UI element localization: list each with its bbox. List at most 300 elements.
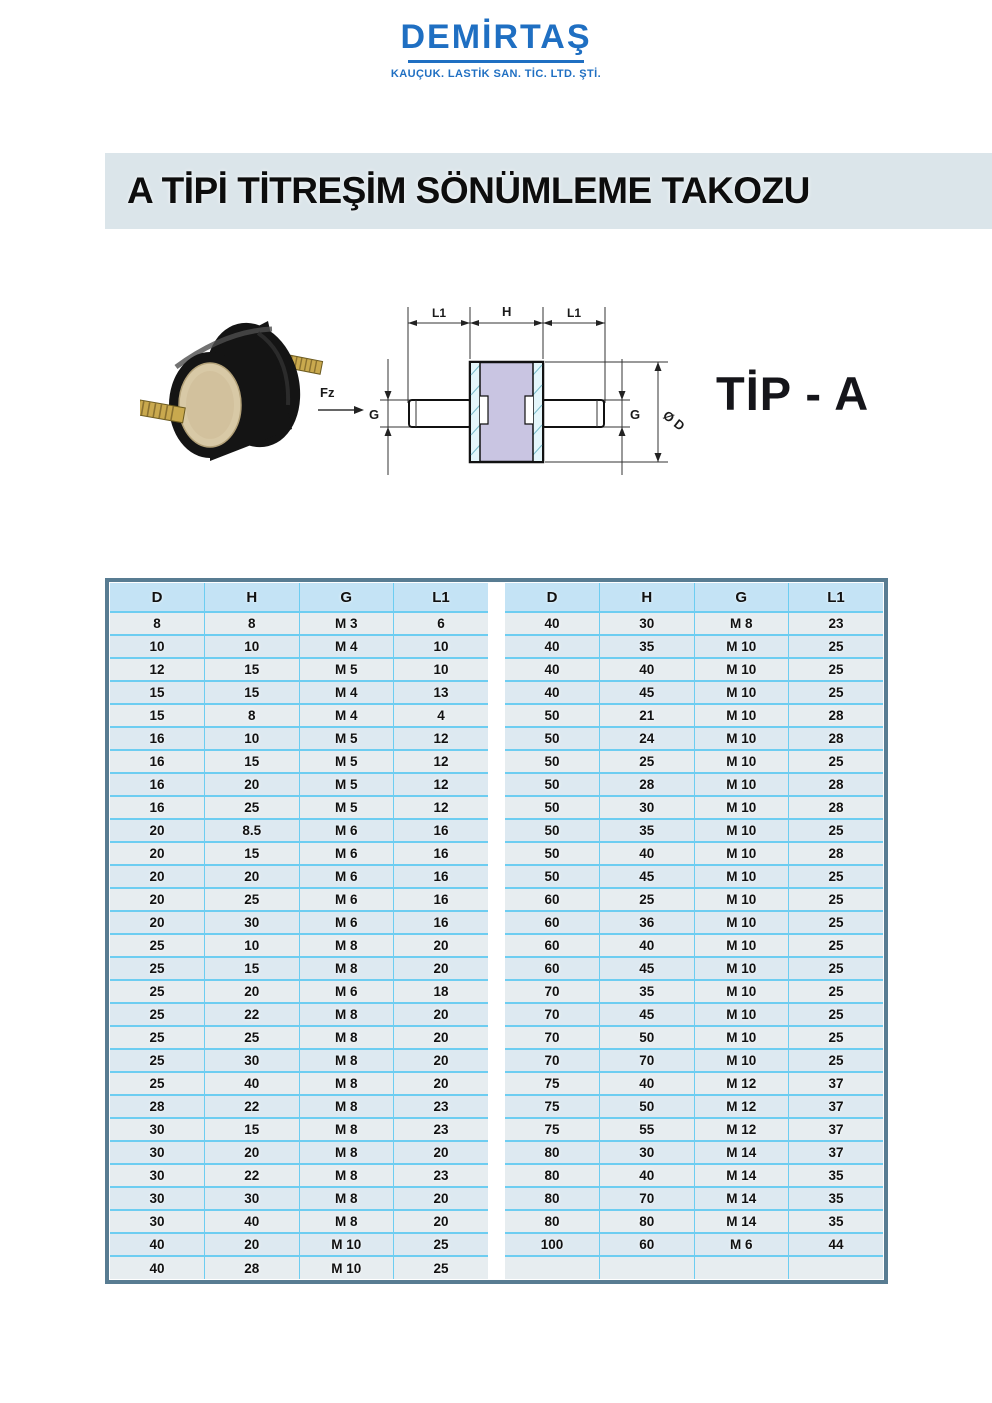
- table-cell: M 10: [694, 911, 789, 934]
- table-cell: 50: [505, 727, 600, 750]
- table-cell: 8.5: [205, 819, 300, 842]
- table-cell: 22: [205, 1095, 300, 1118]
- dim-label-g-right: G: [630, 407, 641, 422]
- table-cell: M 10: [694, 704, 789, 727]
- table-cell: M 10: [694, 819, 789, 842]
- table-row: [505, 727, 883, 750]
- table-row: [505, 658, 883, 681]
- table-row: [505, 1187, 883, 1210]
- table-cell: M 12: [694, 1072, 789, 1095]
- table-cell: 40: [205, 1072, 300, 1095]
- table-cell: 15: [110, 704, 205, 727]
- table-cell: 30: [110, 1141, 205, 1164]
- table-cell: 12: [394, 796, 489, 819]
- table-cell: 25: [789, 865, 884, 888]
- table-cell: M 8: [694, 612, 789, 635]
- dimension-table-left: [110, 583, 488, 1279]
- table-cell: M 5: [299, 750, 394, 773]
- table-cell: M 5: [299, 727, 394, 750]
- table-row: [505, 773, 883, 796]
- table-header: [110, 583, 488, 612]
- table-cell: 25: [789, 658, 884, 681]
- table-cell: 25: [205, 888, 300, 911]
- table-cell: 24: [600, 727, 695, 750]
- dim-label-diameter: Ø D: [660, 407, 688, 434]
- table-cell: M 4: [299, 681, 394, 704]
- table-row: [110, 612, 488, 635]
- table-cell: M 10: [694, 796, 789, 819]
- table-row: [110, 704, 488, 727]
- table-row: [505, 1095, 883, 1118]
- table-row: [110, 750, 488, 773]
- table-cell: M 10: [694, 888, 789, 911]
- table-cell: 12: [394, 773, 489, 796]
- table-cell: 40: [505, 612, 600, 635]
- table-cell: 70: [505, 1026, 600, 1049]
- table-cell: 25: [110, 934, 205, 957]
- table-cell: 16: [394, 911, 489, 934]
- table-cell: 10: [205, 727, 300, 750]
- table-cell: 70: [600, 1187, 695, 1210]
- dimension-tables: [105, 578, 888, 1284]
- logo-divider: [408, 60, 584, 63]
- table-cell: 28: [789, 796, 884, 819]
- table-cell: 50: [505, 773, 600, 796]
- table-cell: 15: [110, 681, 205, 704]
- table-cell: 25: [789, 934, 884, 957]
- page-title: A TİPİ TİTREŞİM SÖNÜMLEME TAKOZU: [127, 170, 810, 211]
- table-cell: 60: [505, 911, 600, 934]
- table-cell: M 5: [299, 773, 394, 796]
- table-cell: M 8: [299, 1049, 394, 1072]
- table-cell: 40: [600, 842, 695, 865]
- table-cell: 25: [110, 980, 205, 1003]
- table-cell: 6: [394, 612, 489, 635]
- table-cell: M 6: [299, 865, 394, 888]
- force-label-fz: Fz: [320, 385, 335, 400]
- table-cell: 35: [600, 819, 695, 842]
- table-cell: 40: [505, 681, 600, 704]
- table-cell: 22: [205, 1003, 300, 1026]
- table-cell: 50: [600, 1095, 695, 1118]
- table-cell: 8: [205, 612, 300, 635]
- table-cell: 23: [789, 612, 884, 635]
- table-cell: 60: [600, 1233, 695, 1256]
- table-cell: 25: [789, 1026, 884, 1049]
- table-row: [110, 1049, 488, 1072]
- table-cell: 25: [110, 1049, 205, 1072]
- table-cell: 35: [789, 1164, 884, 1187]
- table-cell: 30: [205, 1187, 300, 1210]
- table-cell: 30: [110, 1187, 205, 1210]
- table-cell: 15: [205, 681, 300, 704]
- table-cell: M 8: [299, 1164, 394, 1187]
- table-cell: M 10: [694, 658, 789, 681]
- table-cell: 20: [394, 1049, 489, 1072]
- table-cell: 50: [505, 819, 600, 842]
- table-cell: 30: [600, 796, 695, 819]
- column-header: H: [600, 583, 695, 612]
- table-cell: M 10: [694, 842, 789, 865]
- table-row: [505, 796, 883, 819]
- table-cell: 80: [505, 1141, 600, 1164]
- table-cell: 8: [205, 704, 300, 727]
- table-cell: 28: [205, 1256, 300, 1279]
- table-row: [110, 1072, 488, 1095]
- table-row: [505, 635, 883, 658]
- table-cell: 40: [505, 658, 600, 681]
- table-row: [110, 1233, 488, 1256]
- table-cell: 20: [110, 911, 205, 934]
- table-row: [505, 1210, 883, 1233]
- table-cell: [600, 1256, 695, 1279]
- table-cell: M 10: [694, 865, 789, 888]
- technical-drawing: [318, 293, 700, 492]
- table-cell: M 10: [694, 957, 789, 980]
- table-cell: 30: [600, 612, 695, 635]
- table-cell: 30: [600, 1141, 695, 1164]
- table-cell: 37: [789, 1118, 884, 1141]
- dim-label-h: H: [502, 304, 512, 319]
- table-row: [110, 865, 488, 888]
- table-cell: 50: [505, 750, 600, 773]
- table-row: [110, 1118, 488, 1141]
- table-cell: M 8: [299, 1141, 394, 1164]
- table-cell: M 10: [694, 635, 789, 658]
- table-cell: 60: [505, 888, 600, 911]
- table-cell: 16: [110, 750, 205, 773]
- table-cell: 20: [205, 773, 300, 796]
- table-cell: 4: [394, 704, 489, 727]
- table-cell: M 6: [299, 819, 394, 842]
- table-row: [110, 1210, 488, 1233]
- table-cell: 40: [110, 1256, 205, 1279]
- table-cell: 28: [789, 727, 884, 750]
- table-cell: 15: [205, 957, 300, 980]
- table-cell: 50: [505, 796, 600, 819]
- table-cell: 30: [110, 1118, 205, 1141]
- table-cell: 20: [394, 1026, 489, 1049]
- table-cell: 25: [789, 957, 884, 980]
- column-header: D: [110, 583, 205, 612]
- column-header: H: [205, 583, 300, 612]
- table-cell: 25: [789, 1003, 884, 1026]
- logo-subtitle: KAUÇUK. LASTİK SAN. TİC. LTD. ŞTİ.: [390, 67, 602, 80]
- table-cell: 50: [505, 704, 600, 727]
- table-cell: 80: [505, 1187, 600, 1210]
- table-row: [110, 1095, 488, 1118]
- table-cell: M 10: [694, 1049, 789, 1072]
- table-cell: 35: [789, 1187, 884, 1210]
- table-cell: M 10: [299, 1233, 394, 1256]
- table-row: [110, 1026, 488, 1049]
- table-row: [110, 1256, 488, 1279]
- table-row: [505, 750, 883, 773]
- table-row: [110, 1164, 488, 1187]
- table-cell: 16: [394, 865, 489, 888]
- table-row: [110, 888, 488, 911]
- table-row: [110, 934, 488, 957]
- table-cell: 28: [789, 842, 884, 865]
- table-cell: M 14: [694, 1164, 789, 1187]
- table-cell: 45: [600, 957, 695, 980]
- table-row: [505, 1141, 883, 1164]
- table-cell: 25: [205, 796, 300, 819]
- table-cell: M 6: [299, 842, 394, 865]
- table-cell: 20: [110, 888, 205, 911]
- table-row: [505, 911, 883, 934]
- table-cell: 16: [394, 888, 489, 911]
- table-cell: 16: [394, 842, 489, 865]
- column-header: G: [299, 583, 394, 612]
- table-cell: 20: [394, 957, 489, 980]
- table-header: [505, 583, 883, 612]
- table-row: [110, 635, 488, 658]
- table-cell: 40: [600, 934, 695, 957]
- table-row: [505, 1049, 883, 1072]
- table-cell: 20: [394, 934, 489, 957]
- table-cell: 15: [205, 1118, 300, 1141]
- table-cell: M 6: [299, 911, 394, 934]
- table-cell: 10: [110, 635, 205, 658]
- table-row: [505, 842, 883, 865]
- table-cell: 25: [789, 635, 884, 658]
- table-row: [110, 658, 488, 681]
- table-cell: M 8: [299, 957, 394, 980]
- table-cell: 25: [394, 1256, 489, 1279]
- table-row: [505, 934, 883, 957]
- table-cell: 20: [205, 980, 300, 1003]
- table-cell: 13: [394, 681, 489, 704]
- table-row: [110, 1141, 488, 1164]
- table-row: [110, 819, 488, 842]
- column-header: L1: [789, 583, 884, 612]
- table-cell: 50: [505, 842, 600, 865]
- table-row: [505, 1256, 883, 1279]
- table-cell: 18: [394, 980, 489, 1003]
- table-cell: 20: [110, 819, 205, 842]
- table-cell: 25: [205, 1026, 300, 1049]
- table-row: [505, 819, 883, 842]
- table-cell: 25: [600, 750, 695, 773]
- table-cell: 10: [205, 934, 300, 957]
- table-cell: 10: [205, 635, 300, 658]
- table-cell: M 8: [299, 1095, 394, 1118]
- table-cell: M 10: [694, 773, 789, 796]
- table-cell: 23: [394, 1095, 489, 1118]
- dim-label-g-left: G: [369, 407, 380, 422]
- table-cell: 35: [789, 1210, 884, 1233]
- table-cell: 25: [789, 1049, 884, 1072]
- table-cell: M 10: [694, 750, 789, 773]
- table-cell: 35: [600, 635, 695, 658]
- table-cell: 25: [789, 980, 884, 1003]
- table-cell: M 8: [299, 1187, 394, 1210]
- table-cell: 70: [505, 1003, 600, 1026]
- table-cell: 16: [110, 727, 205, 750]
- table-cell: 20: [110, 842, 205, 865]
- table-cell: M 10: [694, 727, 789, 750]
- table-cell: 22: [205, 1164, 300, 1187]
- page-title-bar: [105, 153, 992, 229]
- table-row: [505, 1003, 883, 1026]
- table-row: [505, 612, 883, 635]
- table-row: [505, 957, 883, 980]
- table-cell: M 14: [694, 1141, 789, 1164]
- table-cell: 25: [110, 1003, 205, 1026]
- table-cell: 30: [205, 911, 300, 934]
- table-cell: 8: [110, 612, 205, 635]
- table-cell: 45: [600, 865, 695, 888]
- table-row: [505, 1118, 883, 1141]
- table-cell: 80: [505, 1210, 600, 1233]
- table-cell: [505, 1256, 600, 1279]
- table-cell: 70: [505, 1049, 600, 1072]
- table-cell: 60: [505, 957, 600, 980]
- table-cell: M 6: [299, 888, 394, 911]
- table-cell: 25: [789, 911, 884, 934]
- table-cell: M 12: [694, 1118, 789, 1141]
- table-row: [505, 1164, 883, 1187]
- table-cell: 28: [789, 773, 884, 796]
- table-cell: M 10: [694, 681, 789, 704]
- table-row: [110, 773, 488, 796]
- table-cell: M 10: [694, 934, 789, 957]
- table-cell: 50: [505, 865, 600, 888]
- logo-name: DEMİRTAŞ: [400, 18, 592, 56]
- table-row: [505, 1026, 883, 1049]
- table-cell: 25: [789, 750, 884, 773]
- table-cell: 30: [110, 1164, 205, 1187]
- table-cell: 30: [205, 1049, 300, 1072]
- column-header: L1: [394, 583, 489, 612]
- table-cell: M 10: [694, 1003, 789, 1026]
- table-cell: 45: [600, 681, 695, 704]
- table-cell: 37: [789, 1072, 884, 1095]
- table-row: [110, 1187, 488, 1210]
- table-cell: 20: [394, 1003, 489, 1026]
- type-label: TİP - A: [716, 367, 870, 420]
- front-face: [169, 352, 251, 458]
- table-cell: 40: [600, 1164, 695, 1187]
- table-cell: M 14: [694, 1187, 789, 1210]
- table-cell: M 12: [694, 1095, 789, 1118]
- table-row: [505, 1072, 883, 1095]
- table-cell: 23: [394, 1118, 489, 1141]
- company-logo: [0, 20, 992, 80]
- table-row: [110, 727, 488, 750]
- table-row: [505, 865, 883, 888]
- table-cell: 36: [600, 911, 695, 934]
- table-cell: 20: [394, 1210, 489, 1233]
- table-cell: M 4: [299, 704, 394, 727]
- table-cell: M 8: [299, 934, 394, 957]
- table-cell: 15: [205, 750, 300, 773]
- dim-label-l1-right: L1: [567, 306, 582, 320]
- table-cell: 40: [110, 1233, 205, 1256]
- table-cell: 45: [600, 1003, 695, 1026]
- table-cell: 12: [394, 750, 489, 773]
- table-cell: 100: [505, 1233, 600, 1256]
- table-cell: M 8: [299, 1210, 394, 1233]
- table-cell: 80: [600, 1210, 695, 1233]
- table-row: [110, 980, 488, 1003]
- table-cell: M 14: [694, 1210, 789, 1233]
- table-cell: M 10: [299, 1256, 394, 1279]
- table-cell: 70: [600, 1049, 695, 1072]
- table-cell: 20: [394, 1187, 489, 1210]
- table-cell: 16: [394, 819, 489, 842]
- table-cell: 50: [600, 1026, 695, 1049]
- table-cell: 37: [789, 1095, 884, 1118]
- table-cell: 20: [205, 1233, 300, 1256]
- table-cell: 40: [205, 1210, 300, 1233]
- table-cell: 12: [394, 727, 489, 750]
- table-cell: 25: [789, 819, 884, 842]
- table-cell: 40: [505, 635, 600, 658]
- table-cell: M 6: [694, 1233, 789, 1256]
- table-cell: 75: [505, 1095, 600, 1118]
- table-cell: 55: [600, 1118, 695, 1141]
- table-row: [110, 842, 488, 865]
- table-cell: 10: [394, 635, 489, 658]
- table-cell: 35: [600, 980, 695, 1003]
- table-row: [505, 704, 883, 727]
- dimension-table-right: [505, 583, 883, 1279]
- table-cell: 16: [110, 773, 205, 796]
- table-row: [110, 681, 488, 704]
- column-header: G: [694, 583, 789, 612]
- table-cell: M 4: [299, 635, 394, 658]
- table-cell: 15: [205, 658, 300, 681]
- table-cell: M 8: [299, 1118, 394, 1141]
- table-cell: 44: [789, 1233, 884, 1256]
- table-cell: 28: [789, 704, 884, 727]
- table-cell: M 8: [299, 1026, 394, 1049]
- table-cell: 80: [505, 1164, 600, 1187]
- table-cell: 15: [205, 842, 300, 865]
- table-cell: 25: [110, 1072, 205, 1095]
- table-cell: 20: [205, 865, 300, 888]
- table-cell: [789, 1256, 884, 1279]
- table-cell: 75: [505, 1072, 600, 1095]
- table-cell: M 8: [299, 1072, 394, 1095]
- table-cell: [694, 1256, 789, 1279]
- table-cell: 20: [394, 1072, 489, 1095]
- table-cell: 23: [394, 1164, 489, 1187]
- table-cell: 25: [789, 888, 884, 911]
- table-cell: 40: [600, 1072, 695, 1095]
- table-cell: 37: [789, 1141, 884, 1164]
- table-cell: 25: [789, 681, 884, 704]
- table-row: [505, 980, 883, 1003]
- table-cell: 10: [394, 658, 489, 681]
- table-cell: M 3: [299, 612, 394, 635]
- table-cell: 20: [394, 1141, 489, 1164]
- table-cell: 21: [600, 704, 695, 727]
- table-row: [505, 681, 883, 704]
- table-cell: M 5: [299, 658, 394, 681]
- table-cell: 28: [600, 773, 695, 796]
- table-cell: 25: [110, 1026, 205, 1049]
- table-cell: M 10: [694, 980, 789, 1003]
- table-row: [110, 1003, 488, 1026]
- column-header: D: [505, 583, 600, 612]
- table-row: [110, 796, 488, 819]
- table-row: [505, 888, 883, 911]
- table-cell: M 6: [299, 980, 394, 1003]
- table-cell: 40: [600, 658, 695, 681]
